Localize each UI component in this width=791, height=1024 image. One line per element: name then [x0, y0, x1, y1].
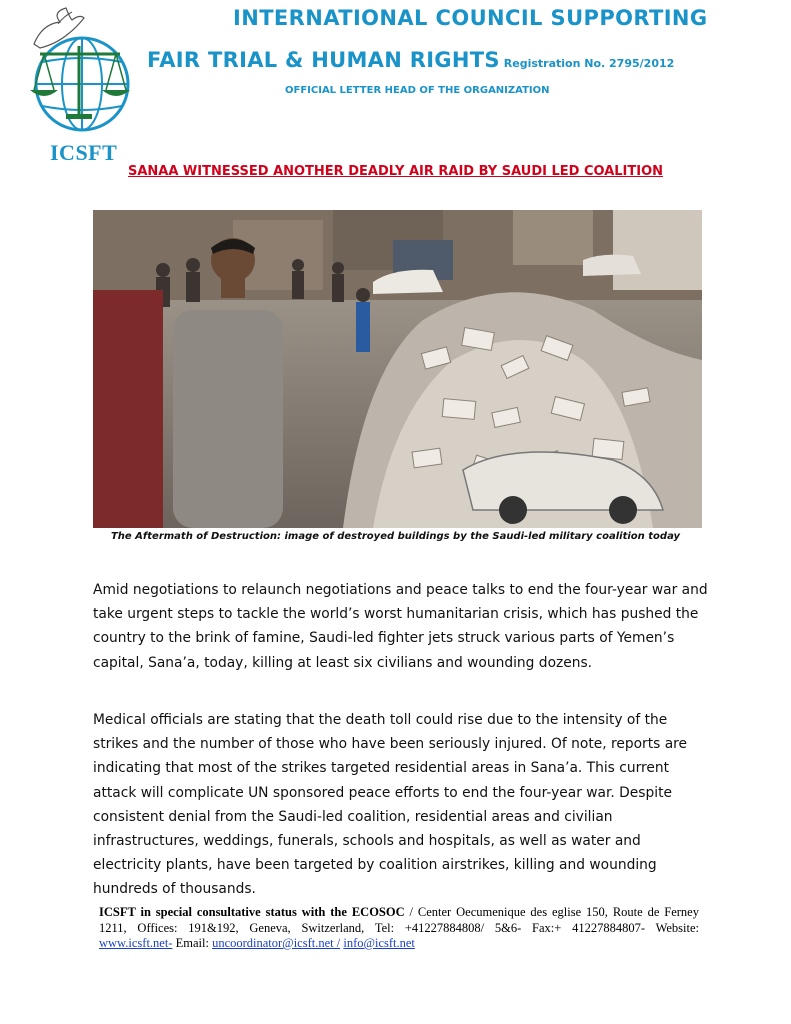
organization-name-line1: INTERNATIONAL COUNCIL SUPPORTING [233, 6, 708, 30]
article-photo [93, 210, 702, 528]
logo-text: ICSFT [50, 140, 118, 165]
organization-logo [22, 4, 142, 164]
footer-contact [99, 905, 699, 952]
footer-email-link-2[interactable]: info@icsft.net [343, 936, 415, 950]
photo-caption: The Aftermath of Destruction: image of destroyed buildings by the Saudi-led military coalition today [110, 531, 681, 542]
organization-name-line2 [147, 48, 674, 72]
footer-address: / Center Oecumenique des eglise 150, Route de Ferney 1211, Offices: 191&192, Geneva, Switzerland, Tel: +41227884808/ 5&6- Fax:+ 41227884807- Website: [99, 905, 699, 935]
dove-icon [22, 4, 142, 144]
letterhead-subtitle: OFFICIAL LETTER HEAD OF THE ORGANIZATION [285, 85, 550, 96]
footer-consultative-status: ICSFT in special consultative status with the ECOSOC [99, 905, 405, 919]
article-headline: SANAA WITNESSED ANOTHER DEADLY AIR RAID BY SAUDI LED COALITION [127, 164, 664, 179]
footer-website-link[interactable]: www.icsft.net- [99, 936, 173, 950]
footer-email-label: Email: [172, 936, 213, 950]
registration-number: Registration No. 2795/2012 [503, 57, 675, 70]
organization-name-line2-text: FAIR TRIAL & HUMAN RIGHTS [147, 48, 500, 72]
body-paragraph-2: Medical officials are stating that the death toll could rise due to the intensity of the strikes and the number of those who have been seriously injured. Of note, reports are indicating that most of the strikes targeted residential areas in Sana’a. This current attack will complicate UN sponsored peace efforts to end the four-year war. Despite consistent denial from the Saudi-led coalition, residential areas and civilian infrastructures, weddings, funerals, schools and hospitals, as well as water and electricity plants, have been targeted by coalition airstrikes, killing and wounding hundreds of thousands. [93, 712, 688, 898]
footer-email-link-1[interactable]: uncoordinator@icsft.net / [212, 936, 341, 950]
body-paragraph-1: Amid negotiations to relaunch negotiations and peace talks to end the four-year war and take urgent steps to tackle the world’s worst humanitarian crisis, which has pushed the country to the brink of famine, Saudi-led fighter jets struck various parts of Yemen’s capital, Sana’a, today, killing at least six civilians and wounding dozens. [93, 582, 708, 671]
